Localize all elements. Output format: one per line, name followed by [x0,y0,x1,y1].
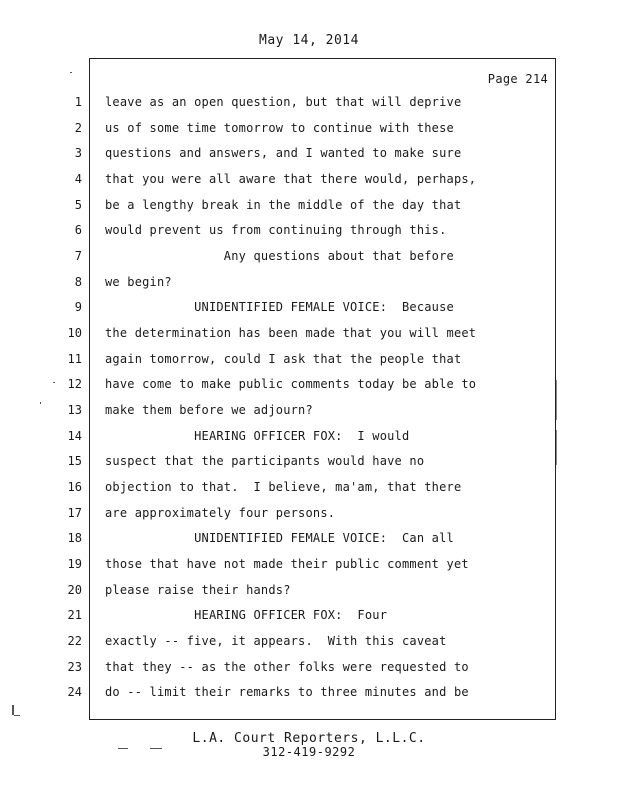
transcript-line [0,95,618,120]
scan-speck [12,705,14,715]
line-text: please raise their hands? [105,583,291,597]
transcript-line [0,429,618,454]
scan-speck [556,430,557,465]
transcript-line [0,198,618,223]
transcript-line [0,377,618,402]
transcript-line [0,172,618,197]
line-number: 15 [67,454,82,468]
line-text: exactly -- five, it appears. With this caveat [105,634,447,648]
line-number: 14 [67,429,82,443]
footer-company: L.A. Court Reporters, L.L.C. [192,731,426,746]
line-number: 10 [67,326,82,340]
line-text: again tomorrow, could I ask that the people that [105,352,462,366]
transcript-line [0,403,618,428]
line-text: suspect that the participants would have no [105,454,425,468]
line-text: us of some time tomorrow to continue with these [105,121,454,135]
line-number: 9 [74,300,82,314]
line-text: have come to make public comments today be able to [105,377,477,391]
transcript-line [0,146,618,171]
line-number: 19 [67,557,82,571]
line-number: 2 [74,121,82,135]
line-text: questions and answers, and I wanted to make sure [105,146,462,160]
line-text: be a lengthy break in the middle of the day that [105,198,462,212]
line-number: 17 [67,506,82,520]
line-number: 20 [67,583,82,597]
footer-phone: 312-419-9292 [262,745,356,759]
transcript-line [0,685,618,710]
transcript-line [0,454,618,479]
transcript-line [0,223,618,248]
line-number: 1 [74,95,82,109]
line-text: are approximately four persons. [105,506,336,520]
page-number: Page 214 [487,72,548,86]
transcript-line [0,557,618,582]
transcript-line [0,275,618,300]
scan-speck [40,402,41,404]
transcript-line [0,660,618,685]
line-text: objection to that. I believe, ma'am, that there [105,480,462,494]
line-number: 13 [67,403,82,417]
transcript-line [0,249,618,274]
line-text: do -- limit their remarks to three minutes and be [105,685,469,699]
line-text: make them before we adjourn? [105,403,313,417]
line-number: 16 [67,480,82,494]
line-number: 11 [67,352,82,366]
line-number: 23 [67,660,82,674]
line-text: UNIDENTIFIED FEMALE VOICE: Because [105,300,454,314]
transcript-line [0,634,618,659]
line-text: HEARING OFFICER FOX: Four [105,608,388,622]
line-number: 6 [74,223,82,237]
line-text: we begin? [105,275,172,289]
transcript-line [0,326,618,351]
header-date: May 14, 2014 [259,33,359,48]
line-text: would prevent us from continuing through this. [105,223,447,237]
line-text: those that have not made their public comment yet [105,557,469,571]
transcript-line [0,608,618,633]
line-text: that you were all aware that there would, perhaps, [105,172,477,186]
line-number: 21 [67,608,82,622]
scan-speck [53,382,55,383]
line-text: the determination has been made that you will meet [105,326,477,340]
line-number: 7 [74,249,82,263]
line-number: 3 [74,146,82,160]
scan-speck [70,72,72,73]
scan-speck [14,715,20,716]
line-number: 12 [67,377,82,391]
transcript-line [0,121,618,146]
line-number: 4 [74,172,82,186]
line-number: 5 [74,198,82,212]
line-text: HEARING OFFICER FOX: I would [105,429,410,443]
transcript-line [0,583,618,608]
scan-speck [556,380,557,420]
transcript-line [0,480,618,505]
line-text: UNIDENTIFIED FEMALE VOICE: Can all [105,531,454,545]
line-number: 22 [67,634,82,648]
line-text: that they -- as the other folks were requested to [105,660,469,674]
transcript-line [0,506,618,531]
line-number: 24 [67,685,82,699]
line-text: leave as an open question, but that will deprive [105,95,462,109]
line-number: 18 [67,531,82,545]
line-text: Any questions about that before [105,249,454,263]
transcript-line [0,352,618,377]
transcript-line [0,300,618,325]
transcript-line [0,531,618,556]
line-number: 8 [74,275,82,289]
